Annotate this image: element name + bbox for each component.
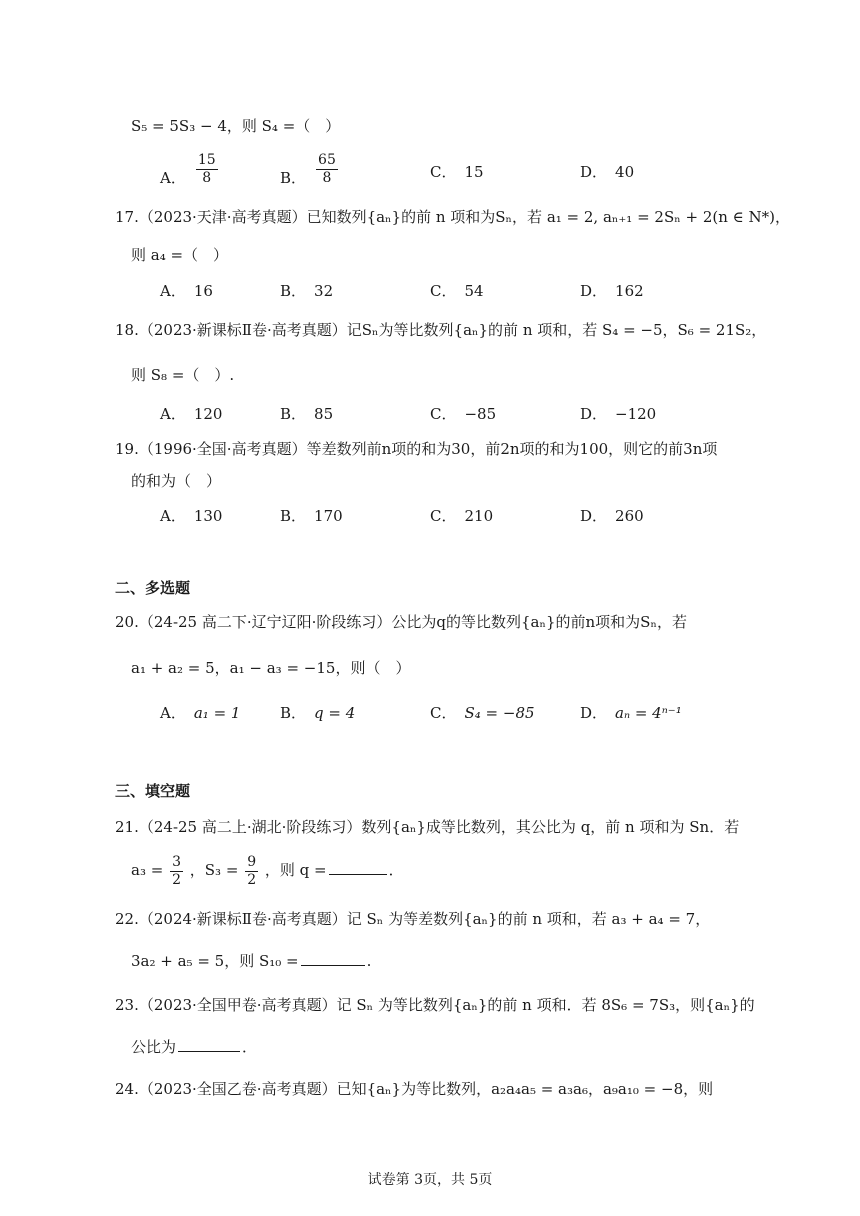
q19-option-d[interactable]: D． 260 — [580, 507, 644, 525]
q23-answer-blank[interactable] — [178, 1037, 240, 1052]
q18-stem-line2: 则 S₈ =（ ）. — [131, 366, 235, 384]
q18-option-a[interactable]: A． 120 — [160, 405, 223, 423]
q18-option-b[interactable]: B． 85 — [280, 405, 334, 423]
q23-stem-line1: 23.（2023·全国甲卷·高考真题）记 Sₙ 为等比数列{aₙ}的前 n 项和．若 8S₆ = 7S₃，则{aₙ}的 — [115, 996, 755, 1014]
q16-option-c[interactable]: C． 15 — [430, 163, 484, 181]
q16-options — [160, 152, 800, 192]
q17-stem-line2: 则 a₄ =（ ） — [131, 246, 229, 264]
q21-stem-line1: 21.（24-25 高二上·湖北·阶段练习）数列{aₙ}成等比数列，其公比为 q，前 n 项和为 Sn．若 — [115, 818, 740, 836]
section-heading-fill-in-blank: 三、填空题 — [115, 782, 191, 800]
q20-option-c[interactable]: C． S₄ = −85 — [430, 704, 535, 722]
q20-option-d[interactable]: D． aₙ = 4ⁿ⁻¹ — [580, 704, 682, 722]
q24-stem-line1: 24.（2023·全国乙卷·高考真题）已知{aₙ}为等比数列，a₂a₄a₅ = a₃a₆，a₉a₁₀ = −8，则 — [115, 1080, 714, 1098]
q17-option-a[interactable]: A． 16 — [160, 282, 213, 300]
q19-option-a[interactable]: A． 130 — [160, 507, 223, 525]
q17-option-c[interactable]: C． 54 — [430, 282, 484, 300]
q17-stem-line1: 17.（2023·天津·高考真题）已知数列{aₙ}的前 n 项和为Sₙ，若 a₁ = 2, aₙ₊₁ = 2Sₙ + 2(n ∈ N*)， — [115, 208, 791, 226]
page-footer: 试卷第 3页，共 5页 — [367, 1172, 493, 1188]
section-heading-multiple-choice: 二、多选题 — [115, 579, 191, 597]
q16-stem-line: S₅ = 5S₃ − 4，则 S₄ =（ ） — [131, 117, 341, 135]
q20-stem-line1: 20.（24-25 高二下·辽宁辽阳·阶段练习）公比为q的等比数列{aₙ}的前n项和为Sₙ，若 — [115, 613, 687, 631]
q20-option-b[interactable]: B． q = 4 — [280, 704, 356, 722]
q19-option-b[interactable]: B． 170 — [280, 507, 343, 525]
q21-stem-line2: a₃ = $\frac{3}{2}$ ，S₃ = $\frac{9}{2}$ ，则 q = ． — [131, 853, 404, 888]
q19-stem-line1: 19.（1996·全国·高考真题）等差数列前n项的和为30，前2n项的和为100，则它的前3n项 — [115, 440, 718, 458]
q17-option-b[interactable]: B． 32 — [280, 282, 334, 300]
q23-stem-line2: 公比为 ． — [131, 1038, 258, 1056]
q20-option-a[interactable]: A． a₁ = 1 — [160, 704, 241, 722]
q18-option-c[interactable]: C． −85 — [430, 405, 497, 423]
q22-answer-blank[interactable] — [301, 951, 365, 966]
q18-option-d[interactable]: D． −120 — [580, 405, 657, 423]
q18-stem-line1: 18.（2023·新课标Ⅱ卷·高考真题）记Sₙ为等比数列{aₙ}的前 n 项和，若 S₄ = −5，S₆ = 21S₂， — [115, 321, 767, 339]
q17-options — [160, 280, 800, 320]
q19-option-c[interactable]: C． 210 — [430, 507, 494, 525]
q16-option-d[interactable]: D． 40 — [580, 163, 635, 181]
q16-option-a[interactable]: A． $\frac{15}{8}$ — [160, 152, 216, 187]
q20-options — [160, 702, 800, 742]
q17-option-d[interactable]: D． 162 — [580, 282, 644, 300]
q22-stem-line1: 22.（2024·新课标Ⅱ卷·高考真题）记 Sₙ 为等差数列{aₙ}的前 n 项和，若 a₃ + a₄ = 7， — [115, 910, 711, 928]
q19-stem-line2: 的和为（ ） — [131, 472, 222, 490]
q16-option-b[interactable]: B． $\frac{65}{8}$ — [280, 152, 336, 187]
q21-answer-blank[interactable] — [329, 860, 387, 875]
q18-options — [160, 403, 800, 443]
q20-stem-line2: a₁ + a₂ = 5，a₁ − a₃ = −15，则（ ） — [131, 659, 411, 677]
q22-stem-line2: 3a₂ + a₅ = 5，则 S₁₀ = . — [131, 952, 372, 970]
q19-options — [160, 505, 800, 545]
